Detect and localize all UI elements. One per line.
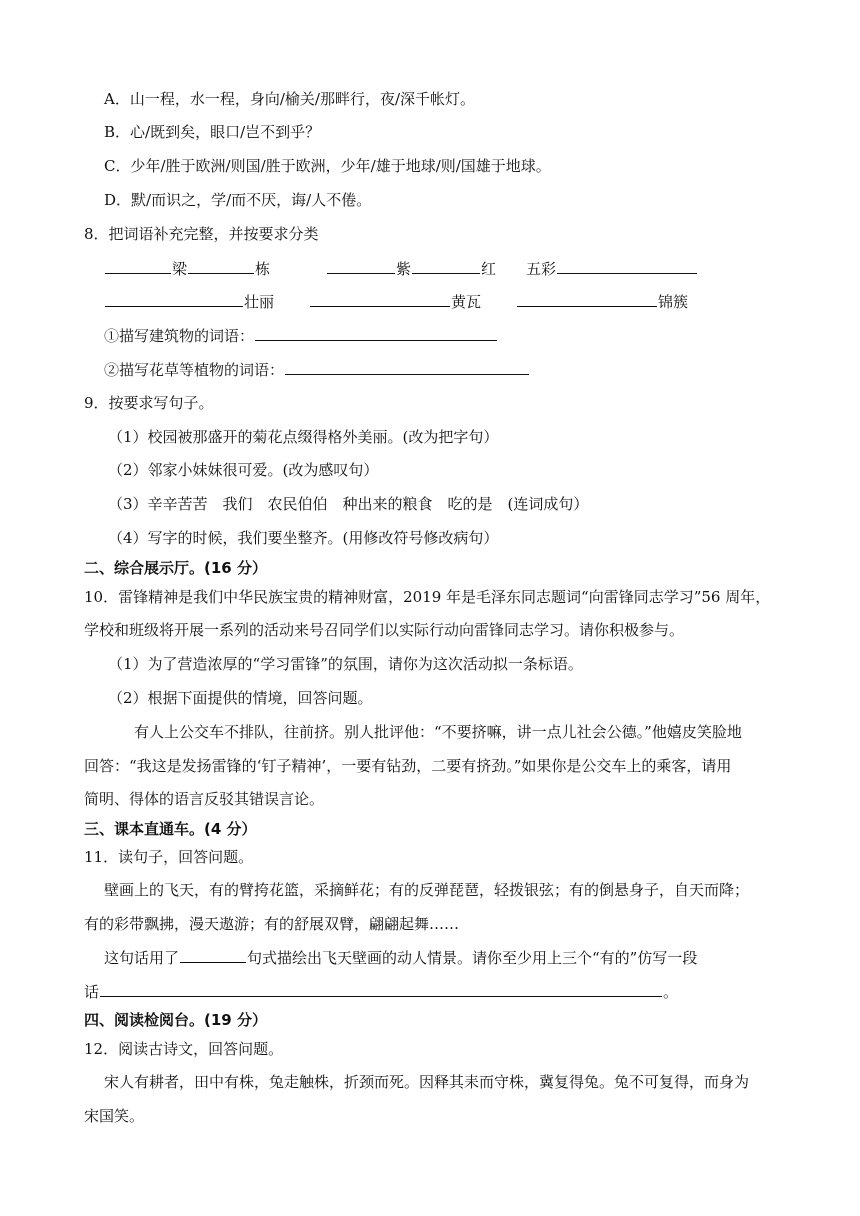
q9-stem: 9．按要求写句子。 — [84, 394, 214, 412]
section-2-heading: 二、综合展示厅。(16 分） — [84, 559, 267, 577]
scenario-line-3: 简明、得体的语言反驳其错误言论。 — [84, 790, 325, 808]
ask-part-1: 这句话用了 — [104, 949, 180, 967]
answer-blank[interactable] — [517, 290, 657, 307]
q8-row2-c — [516, 290, 688, 313]
q10-sub-1: （1）为了营造浓厚的“学习雷锋”的氛围，请你为这次活动拟一条标语。 — [108, 655, 583, 673]
q8-row1 — [104, 257, 270, 280]
q11-ask-line-1 — [104, 946, 697, 969]
answer-blank[interactable] — [105, 290, 243, 307]
ask-part-2: 句式描绘出飞天壁画的动人情景。请你至少用上三个“有的”仿写一段 — [247, 949, 698, 967]
q8-stem: 8．把词语补充完整，并按要求分类 — [84, 225, 319, 243]
sub2-label: ②描写花草等植物的词语： — [104, 361, 285, 379]
q8-row2 — [104, 290, 274, 313]
answer-blank[interactable] — [557, 257, 697, 274]
ask-line2-start: 话 — [84, 983, 100, 1001]
answer-blank[interactable] — [327, 257, 395, 274]
answer-blank[interactable] — [105, 257, 171, 274]
classical-text-line-2: 宋国笑。 — [84, 1107, 145, 1125]
quote-line-2: 有的彩带飘拂，漫天遨游；有的舒展双臂，翩翩起舞…… — [84, 915, 460, 933]
q12-stem: 12．阅读古诗文，回答问题。 — [84, 1040, 284, 1058]
q11-stem: 11．读句子，回答问题。 — [84, 848, 254, 866]
q10-line-1: 10．雷锋精神是我们中华民族宝贵的精神财富，2019 年是毛泽东同志题词“向雷锋同志学习”56 周年， — [84, 588, 771, 606]
word-fragment: 黄瓦 — [451, 293, 482, 311]
q7-option-b: B．心/既到矣，眼口/岂不到乎？ — [104, 123, 321, 141]
word-fragment: 栋 — [255, 260, 271, 278]
q8-sub1 — [104, 324, 498, 347]
q7-option-d: D．默/而识之，学/而不厌，诲/人不倦。 — [104, 191, 372, 209]
scenario-line-2: 回答：“我这是发扬雷锋的‘钉子精神’，一要有钻劲，二要有挤劲。”如果你是公交车上的乘客，请用 — [84, 757, 732, 775]
q8-row2-b — [309, 290, 481, 313]
answer-blank[interactable] — [188, 257, 254, 274]
word-fragment: 锦簇 — [658, 293, 689, 311]
q8-sub2 — [104, 358, 530, 381]
section-3-heading: 三、课本直通车。(4 分） — [84, 820, 257, 838]
answer-blank[interactable] — [285, 358, 529, 375]
q10-sub-2: （2）根据下面提供的情境，回答问题。 — [108, 689, 373, 707]
word-fragment: 五彩 — [526, 260, 557, 278]
answer-blank[interactable] — [180, 946, 246, 963]
quote-line-1: 壁画上的飞天，有的臂挎花篮，采摘鲜花；有的反弹琵琶，轻拨银弦；有的倒悬身子，自天而降； — [104, 881, 750, 899]
q9-item-2: （2）邻家小妹妹很可爱。(改为感叹句） — [108, 461, 379, 479]
answer-blank[interactable] — [255, 324, 497, 341]
sub1-label: ①描写建筑物的词语： — [104, 327, 255, 345]
q9-item-1: （1）校园被那盛开的菊花点缀得格外美丽。(改为把字句） — [108, 428, 499, 446]
scenario-line-1: 有人上公交车不排队，往前挤。别人批评他：“不要挤嘛，讲一点儿社会公德。”他嬉皮笑脸地 — [134, 723, 742, 741]
q9-item-3: （3）辛辛苦苦 我们 农民伯伯 种出来的粮食 吃的是 (连词成句） — [108, 495, 589, 513]
section-4-heading: 四、阅读检阅台。(19 分） — [84, 1011, 267, 1029]
q7-option-a: A．山一程，水一程，身向/榆关/那畔行，夜/深千帐灯。 — [104, 90, 475, 108]
classical-text-line-1: 宋人有耕者，田中有株，兔走触株，折颈而死。因释其耒而守株，冀复得兔。兔不可复得，而身为 — [104, 1073, 750, 1091]
q11-ask-line-2 — [84, 980, 678, 1003]
q7-option-c: C．少年/胜于欧洲/则国/胜于欧洲，少年/雄于地球/则/国雄于地球。 — [104, 157, 551, 175]
q9-item-4: （4）写字的时候，我们要坐整齐。(用修改符号修改病句） — [108, 529, 499, 547]
word-fragment: 红 — [481, 260, 497, 278]
answer-blank[interactable] — [100, 980, 662, 997]
word-fragment: 紫 — [396, 260, 412, 278]
q8-row1-c — [526, 257, 698, 280]
q10-line-2: 学校和班级将开展一系列的活动来号召同学们以实际行动向雷锋同志学习。请你积极参与。 — [84, 621, 685, 639]
word-fragment: 梁 — [172, 260, 188, 278]
q8-row1-b — [326, 257, 496, 280]
answer-blank[interactable] — [412, 257, 480, 274]
word-fragment: 壮丽 — [244, 293, 275, 311]
answer-blank[interactable] — [310, 290, 450, 307]
ask-line2-end: 。 — [663, 983, 679, 1001]
